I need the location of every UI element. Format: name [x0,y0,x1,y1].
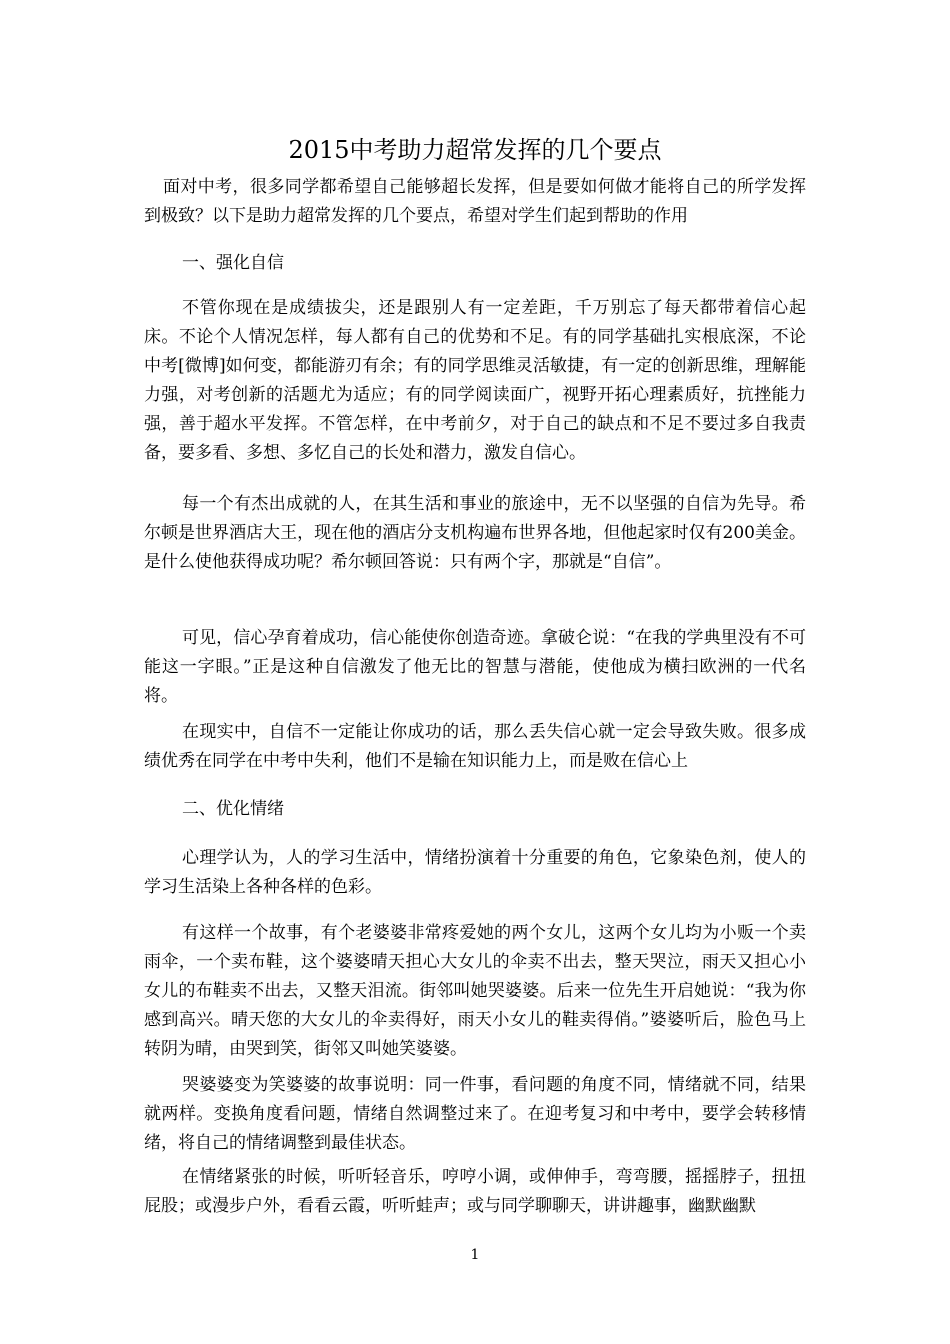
paragraph-emotion-3: 哭婆婆变为笑婆婆的故事说明：同一件事，看问题的角度不同，情绪就不同，结果就两样。变换角度看问题，情绪自然调整过来了。在迎考复习和中考中，要学会转移情绪，将自己的情绪调整到最佳状态。 [144,1075,806,1153]
section-heading-emotion: 二、优化情绪 [182,799,284,819]
paragraph-confidence-4: 在现实中，自信不一定能让你成功的话，那么丢失信心就一定会导致失败。很多成绩优秀在同学在中考中失利，他们不是输在知识能力上，而是败在信心上 [144,722,806,771]
paragraph-confidence-2: 每一个有杰出成就的人，在其生活和事业的旅途中，无不以坚强的自信为先导。希尔顿是世界酒店大王，现在他的酒店分支机构遍布世界各地，但他起家时仅有200美金。是什么使他获得成功呢？希尔顿回答说：只有两个字，那就是“自信”。 [144,494,806,572]
paragraph-emotion-2: 有这样一个故事，有个老婆婆非常疼爱她的两个女儿，这两个女儿均为小贩一个卖雨伞，一个卖布鞋，这个婆婆晴天担心大女儿的伞卖不出去，整天哭泣，雨天又担心小女儿的布鞋卖不出去，又整天泪流。街邻叫她哭婆婆。后来一位先生开启她说：“我为你感到高兴。晴天您的大女儿的伞卖得好，雨天小女儿的鞋卖得俏。”婆婆听后，脸色马上转阴为晴，由哭到笑，街邻又叫她笑婆婆。 [144,923,806,1059]
paragraph-emotion-1: 心理学认为，人的学习生活中，情绪扮演着十分重要的角色，它象染色剂，使人的学习生活染上各种各样的色彩。 [144,848,806,897]
paragraph-confidence-3: 可见，信心孕育着成功，信心能使你创造奇迹。拿破仑说：“在我的学典里没有不可能这一字眼。”正是这种自信激发了他无比的智慧与潜能，使他成为横扫欧洲的一代名将。 [144,628,806,706]
paragraph-emotion-4: 在情绪紧张的时候，听听轻音乐，哼哼小调，或伸伸手，弯弯腰，摇摇脖子，扭扭屁股；或漫步户外，看看云霞，听听蛙声；或与同学聊聊天，讲讲趣事，幽默幽默 [144,1167,806,1216]
page-number: 1 [470,1247,480,1263]
section-heading-confidence: 一、强化自信 [182,253,284,273]
intro-paragraph: 面对中考，很多同学都希望自己能够超长发挥，但是要如何做才能将自己的所学发挥到极致？以下是助力超常发挥的几个要点，希望对学生们起到帮助的作用 [144,177,806,226]
document-title: 2015中考助力超常发挥的几个要点 [288,136,662,164]
paragraph-confidence-1: 不管你现在是成绩拔尖，还是跟别人有一定差距，千万别忘了每天都带着信心起床。不论个人情况怎样，每人都有自己的优势和不足。有的同学基础扎实根底深，不论中考[微博]如何变，都能游刃有余；有的同学思维灵活敏捷，有一定的创新思维，理解能力强，对考创新的活题尤为适应；有的同学阅读面广，视野开拓心理素质好，抗挫能力强，善于超水平发挥。不管怎样，在中考前夕，对于自己的缺点和不足不要过多自我责备，要多看、多想、多忆自己的长处和潜力，激发自信心。 [144,298,806,463]
